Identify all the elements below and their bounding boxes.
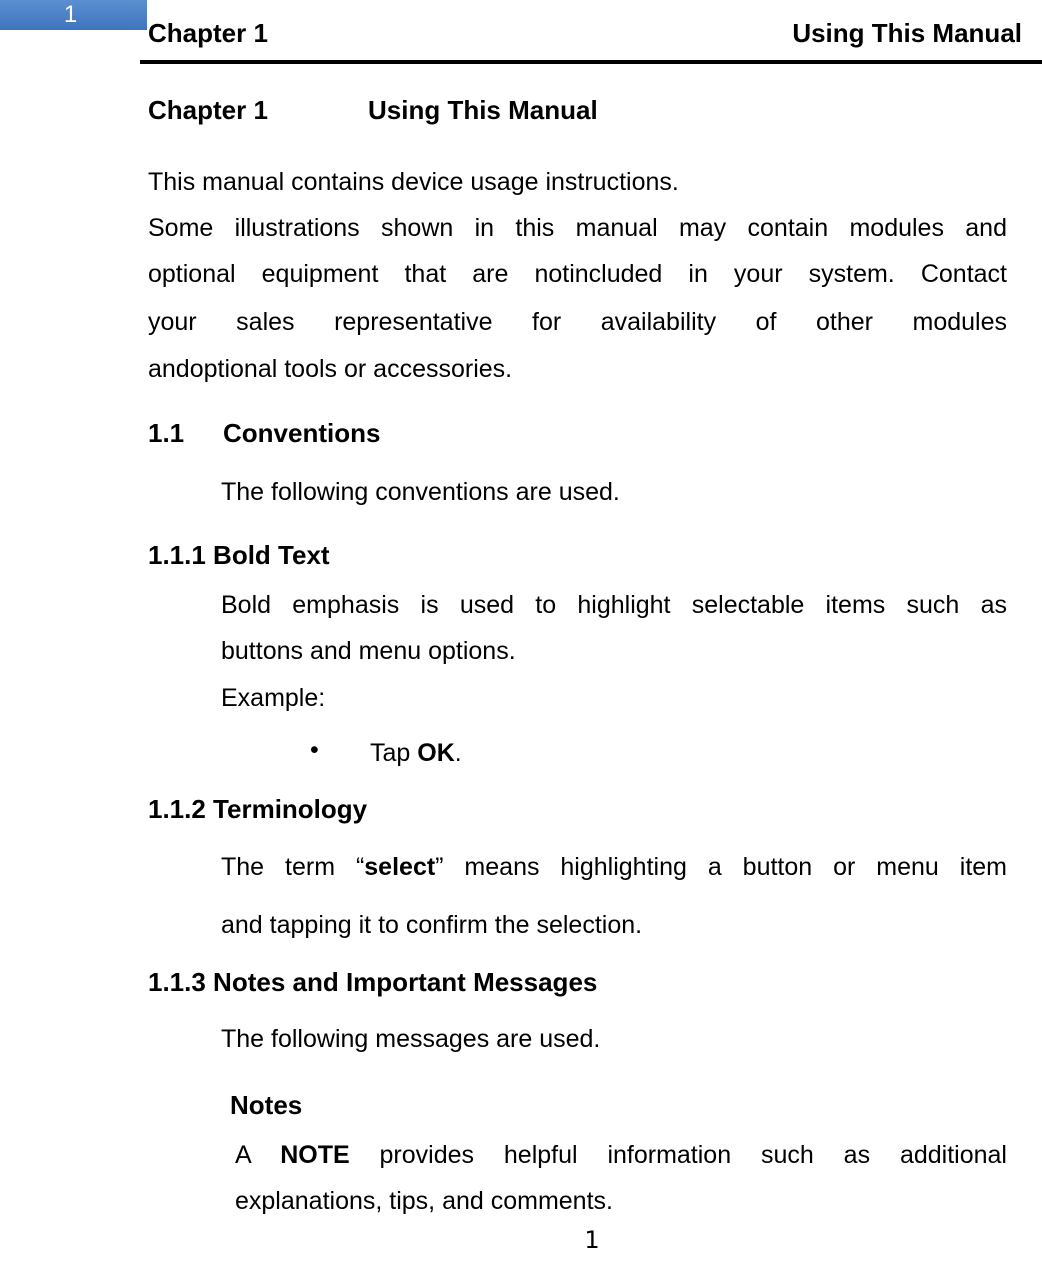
page-number: 1 (584, 1226, 600, 1254)
subsection-heading-bold-text: 1.1.1 Bold Text (148, 540, 330, 570)
notes-intro: The following messages are used. (221, 1025, 601, 1053)
page-number-tab: 1 (0, 0, 147, 30)
example-label: Example: (221, 684, 326, 712)
running-header (148, 18, 1022, 54)
bullet-icon: • (310, 736, 319, 764)
terminology-line: and tapping it to confirm the selection. (221, 911, 643, 939)
example-period: . (454, 739, 462, 767)
section-title: Conventions (223, 418, 381, 448)
header-chapter: Chapter 1 (148, 18, 268, 48)
header-title: Using This Manual (792, 18, 1022, 48)
example-item (370, 739, 462, 768)
section-number: 1.1 (148, 418, 185, 448)
header-rule (140, 60, 1042, 64)
note-line: explanations, tips, and comments. (235, 1187, 613, 1215)
note-line: A NOTE provides helpful information such as additional (235, 1141, 1007, 1169)
term-select: select (364, 853, 436, 881)
intro-line: andoptional tools or accessories. (148, 355, 513, 383)
chapter-number: Chapter 1 (148, 95, 268, 125)
subsection-heading-notes: 1.1.3 Notes and Important Messages (148, 967, 598, 997)
example-text: Tap (370, 739, 418, 767)
intro-line: your sales representative for availability of other modules (148, 308, 1007, 336)
subsection-heading-terminology: 1.1.2 Terminology (148, 794, 368, 824)
example-ok-label: OK (417, 739, 455, 767)
section-intro: The following conventions are used. (221, 478, 620, 506)
intro-paragraph-1: This manual contains device usage instructions. (148, 168, 679, 196)
chapter-title: Using This Manual (368, 95, 598, 125)
intro-line: Some illustrations shown in this manual may contain modules and (148, 214, 1007, 242)
note-keyword: NOTE (280, 1141, 350, 1169)
bold-text-line: Bold emphasis is used to highlight selectable items such as (221, 591, 1007, 619)
intro-line: optional equipment that are notincluded in your system. Contact (148, 260, 1007, 288)
terminology-line: The term “select” means highlighting a button or menu item (221, 853, 1007, 881)
bold-text-line: buttons and menu options. (221, 637, 516, 665)
notes-title: Notes (230, 1090, 303, 1120)
